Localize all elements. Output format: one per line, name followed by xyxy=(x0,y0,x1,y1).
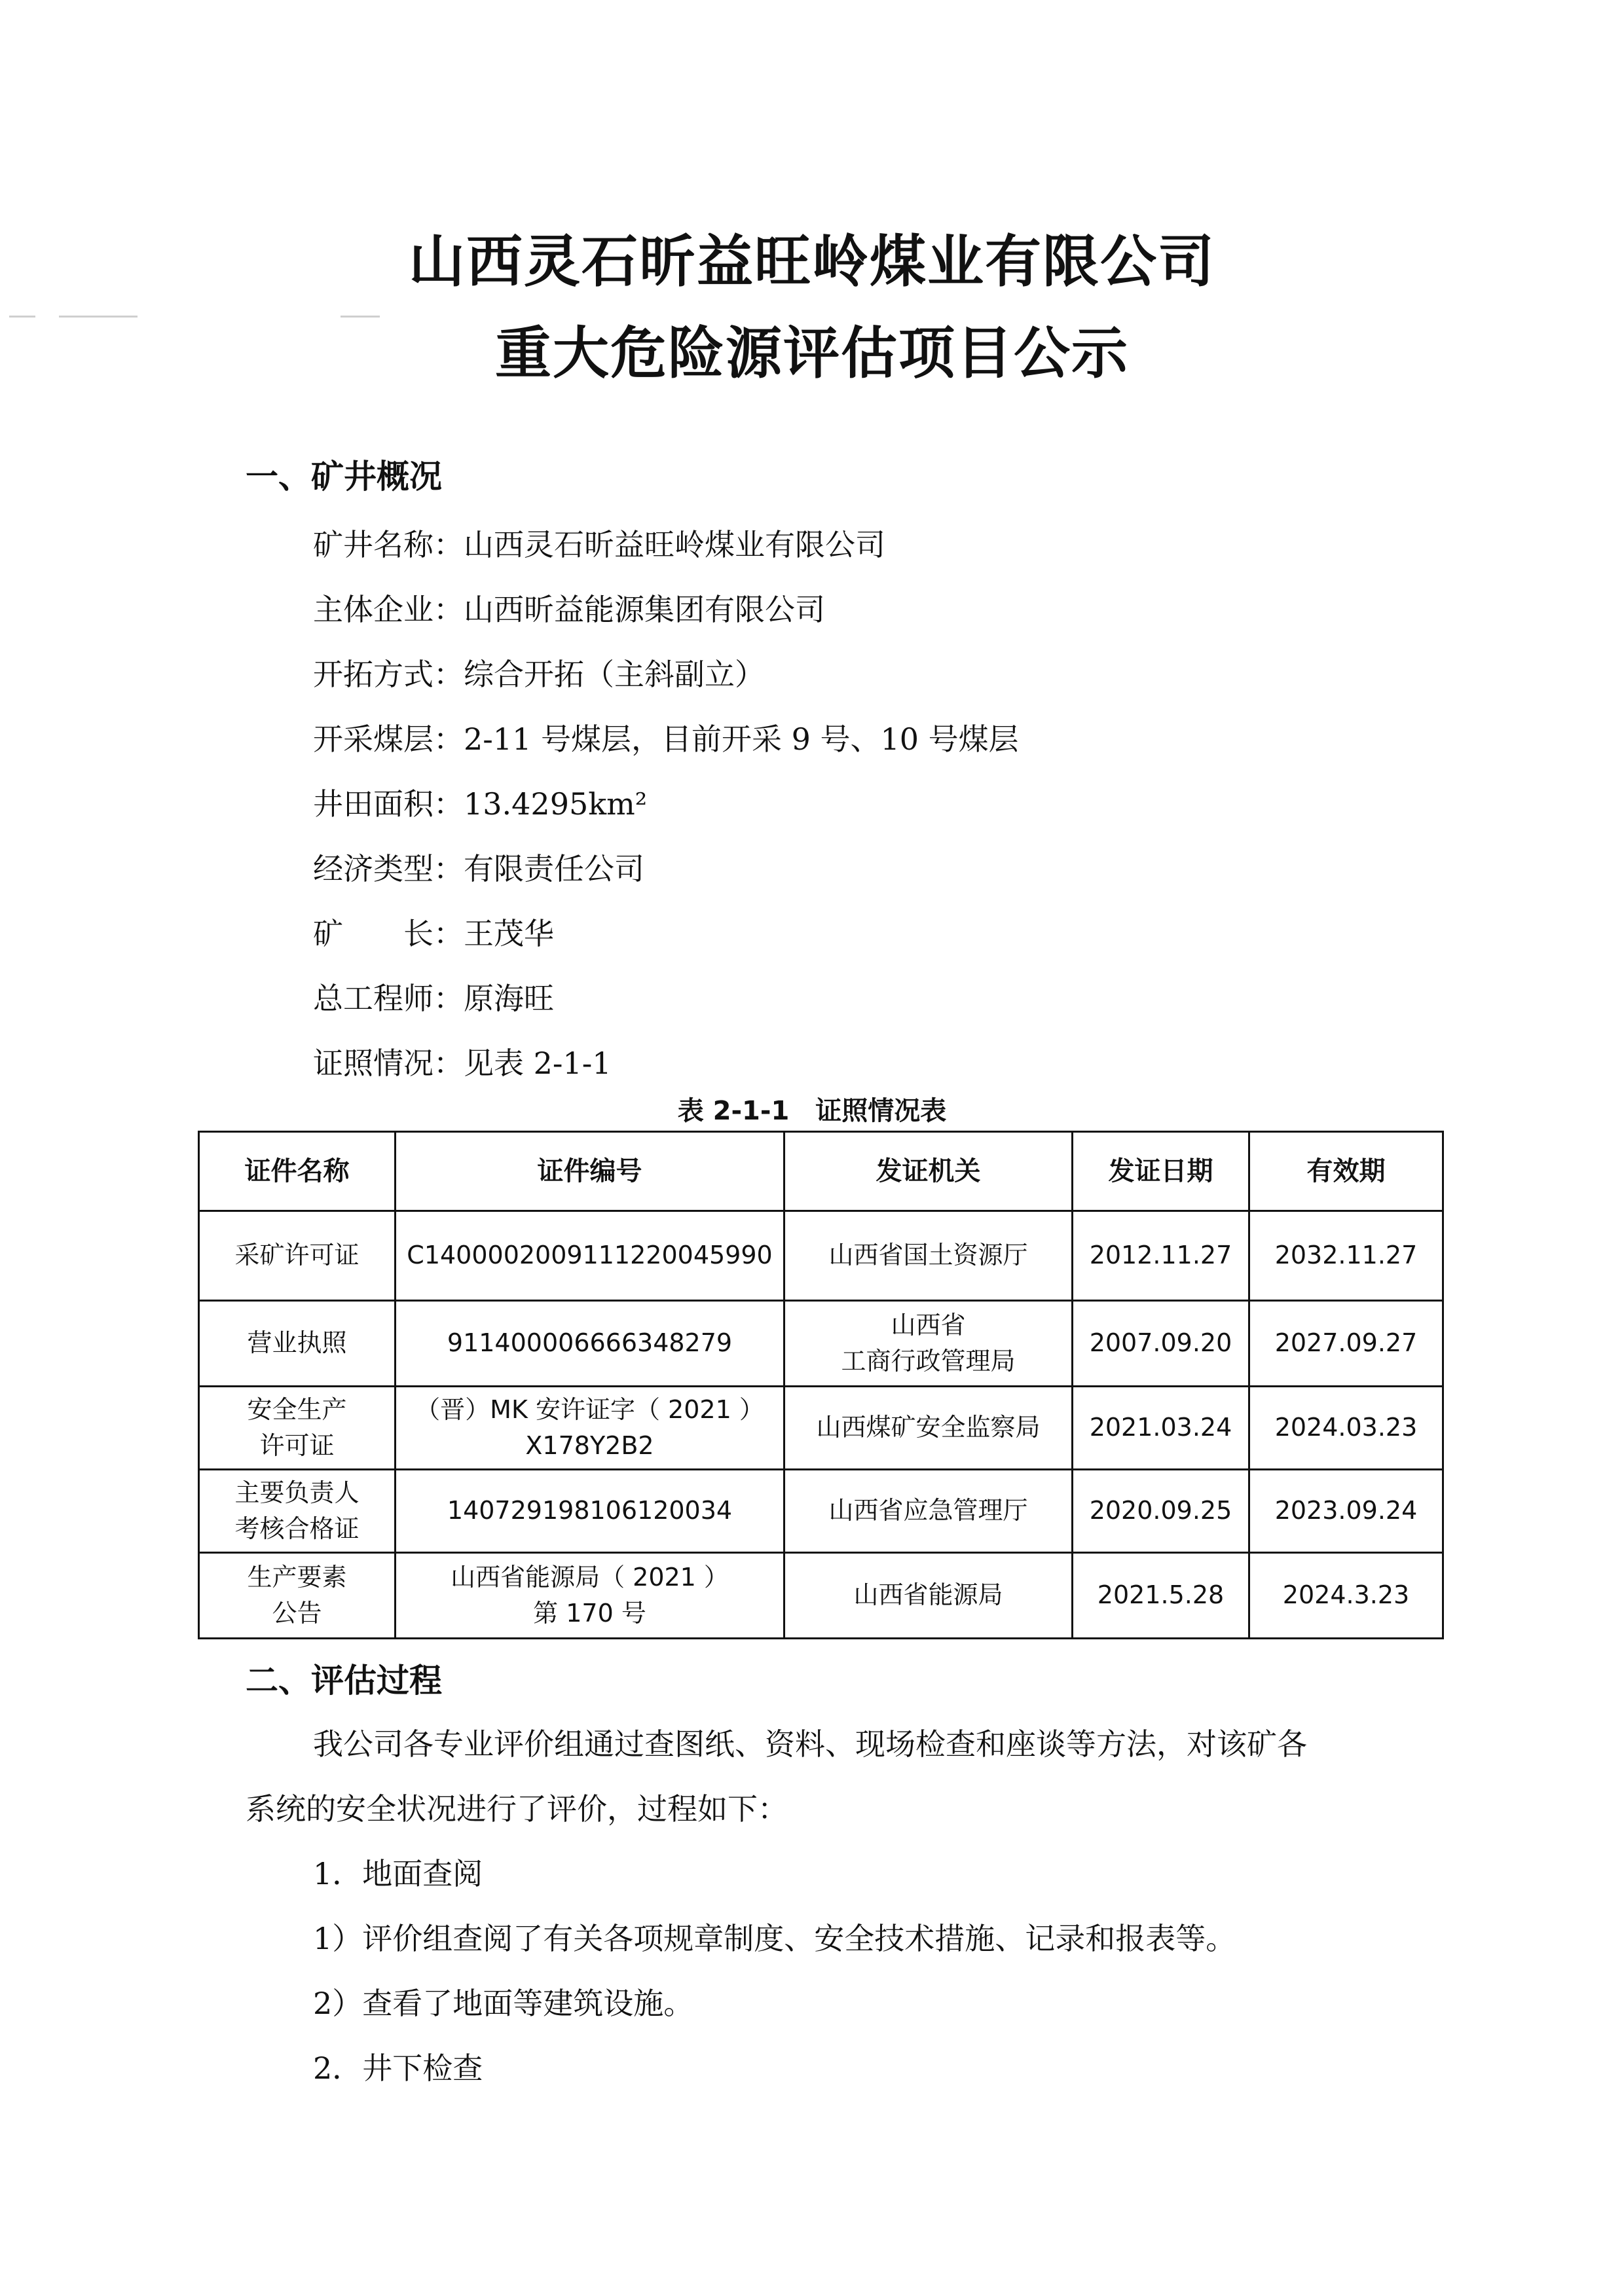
cell-license-number: 140729198106120034 xyxy=(396,1470,784,1553)
cell-issuing-authority: 山西省 工商行政管理局 xyxy=(784,1301,1073,1387)
column-header: 证件编号 xyxy=(396,1132,784,1211)
info-value: 有限责任公司 xyxy=(464,851,644,886)
paragraph-line: 我公司各专业评价组通过查图纸、资料、现场检查和座谈等方法，对该矿各 xyxy=(313,1726,1307,1762)
cell-license-number: （晋）MK 安许证字（ 2021 ） X178Y2B2 xyxy=(396,1387,784,1470)
section2-heading: 二、评估过程 xyxy=(246,1662,442,1700)
cell-issue-date: 2012.11.27 xyxy=(1073,1211,1249,1301)
info-value: 山西昕益能源集团有限公司 xyxy=(464,592,825,627)
column-header: 有效期 xyxy=(1249,1132,1443,1211)
cell-valid-until: 2023.09.24 xyxy=(1249,1470,1443,1553)
info-label: 井田面积： xyxy=(313,786,464,822)
info-value: 原海旺 xyxy=(464,981,554,1016)
column-header: 发证机关 xyxy=(784,1132,1073,1211)
cell-license-number: 山西省能源局（ 2021 ） 第 170 号 xyxy=(396,1553,784,1639)
info-row-field-area xyxy=(313,780,647,824)
info-label: 证照情况： xyxy=(313,1046,464,1081)
info-row-chief-engineer xyxy=(313,975,554,1018)
info-label: 总工程师： xyxy=(313,981,464,1016)
info-label: 矿 长： xyxy=(313,916,464,951)
cell-license-name: 安全生产 许可证 xyxy=(199,1387,396,1470)
cell-valid-until: 2024.03.23 xyxy=(1249,1387,1443,1470)
table-caption: 表 2-1-1 证照情况表 xyxy=(677,1096,947,1126)
cell-issuing-authority: 山西省能源局 xyxy=(784,1553,1073,1639)
table-row xyxy=(199,1211,1443,1301)
info-row-licenses xyxy=(313,1040,612,1083)
info-value: 2-11 号煤层，目前开采 9 号、10 号煤层 xyxy=(464,721,1019,757)
info-label: 开拓方式： xyxy=(313,657,464,692)
info-row-mine-director xyxy=(313,910,554,953)
cell-valid-until: 2024.3.23 xyxy=(1249,1553,1443,1639)
paragraph-line: 系统的安全状况进行了评价，过程如下： xyxy=(246,1791,788,1827)
info-label: 开采煤层： xyxy=(313,721,464,757)
cell-issue-date: 2021.03.24 xyxy=(1073,1387,1249,1470)
info-value: 见表 2-1-1 xyxy=(464,1046,612,1081)
table-row xyxy=(199,1470,1443,1553)
cell-issue-date: 2007.09.20 xyxy=(1073,1301,1249,1387)
table-row xyxy=(199,1553,1443,1639)
list-item-ground-review: 1．地面查阅 xyxy=(313,1856,483,1891)
cell-issuing-authority: 山西省应急管理厅 xyxy=(784,1470,1073,1553)
info-label: 矿井名称： xyxy=(313,527,464,562)
cell-issuing-authority: 山西煤矿安全监察局 xyxy=(784,1387,1073,1470)
cell-license-number: 911400006666348279 xyxy=(396,1301,784,1387)
table-row xyxy=(199,1387,1443,1470)
cell-license-number: C1400002009111220045990 xyxy=(396,1211,784,1301)
list-item-underground-inspection: 2．井下检查 xyxy=(313,2050,483,2086)
cell-license-name: 营业执照 xyxy=(199,1301,396,1387)
cell-license-name: 生产要素 公告 xyxy=(199,1553,396,1639)
cell-issuing-authority: 山西省国土资源厅 xyxy=(784,1211,1073,1301)
license-table xyxy=(198,1131,1444,1639)
cell-license-name: 采矿许可证 xyxy=(199,1211,396,1301)
info-label: 经济类型： xyxy=(313,851,464,886)
info-row-parent-company xyxy=(313,586,825,629)
info-value: 山西灵石昕益旺岭煤业有限公司 xyxy=(464,527,885,562)
info-row-development-method xyxy=(313,651,765,694)
list-subitem: 2）查看了地面等建筑设施。 xyxy=(313,1986,694,2021)
cell-valid-until: 2032.11.27 xyxy=(1249,1211,1443,1301)
table-row xyxy=(199,1301,1443,1387)
info-label: 主体企业： xyxy=(313,592,464,627)
column-header: 证件名称 xyxy=(199,1132,396,1211)
cell-issue-date: 2021.5.28 xyxy=(1073,1553,1249,1639)
section1-heading: 一、矿井概况 xyxy=(246,458,442,496)
document-title-line1: 山西灵石昕益旺岭煤业有限公司 xyxy=(409,229,1215,295)
column-header: 发证日期 xyxy=(1073,1132,1249,1211)
info-row-mine-name xyxy=(313,521,885,564)
cell-valid-until: 2027.09.27 xyxy=(1249,1301,1443,1387)
info-row-economic-type xyxy=(313,845,644,888)
table-header-row xyxy=(199,1132,1443,1211)
info-row-coal-seams xyxy=(313,716,1019,759)
info-value: 13.4295km² xyxy=(464,786,648,822)
document-title-line2: 重大危险源评估项目公示 xyxy=(495,321,1129,386)
cell-issue-date: 2020.09.25 xyxy=(1073,1470,1249,1553)
cell-license-name: 主要负责人 考核合格证 xyxy=(199,1470,396,1553)
info-value: 综合开拓（主斜副立） xyxy=(464,657,765,692)
info-value: 王茂华 xyxy=(464,916,554,951)
list-subitem: 1）评价组查阅了有关各项规章制度、安全技术措施、记录和报表等。 xyxy=(313,1921,1236,1956)
